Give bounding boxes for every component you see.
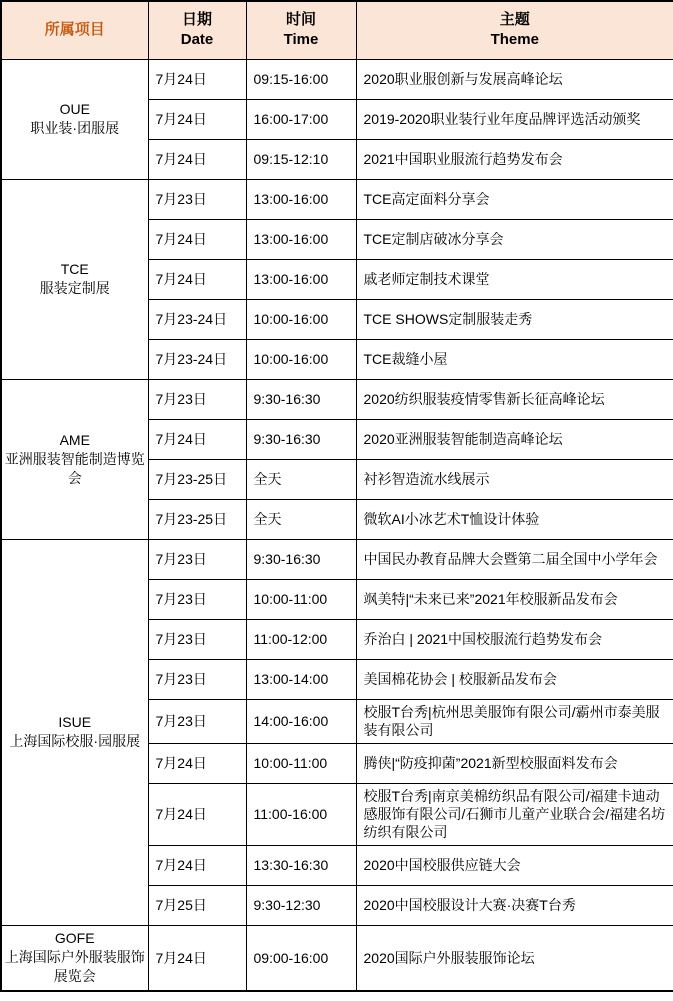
project-cell-tce [1,179,148,379]
theme-cell: 2020中国校服供应链大会 [356,845,673,885]
theme-cell: TCE裁缝小屋 [356,339,673,379]
date-cell: 7月24日 [148,925,246,991]
time-cell: 9:30-16:30 [246,379,356,419]
time-cell: 09:00-16:00 [246,925,356,991]
date-cell: 7月24日 [148,783,246,845]
header-cell-date [148,1,246,59]
date-cell: 7月24日 [148,743,246,783]
time-cell: 9:30-12:30 [246,885,356,925]
time-cell: 13:00-16:00 [246,219,356,259]
theme-cell: 飒美特|“未来已来”2021年校服新品发布会 [356,579,673,619]
date-cell: 7月24日 [148,219,246,259]
time-cell: 16:00-17:00 [246,99,356,139]
theme-cell: 2021中国职业服流行趋势发布会 [356,139,673,179]
date-cell: 7月23日 [148,179,246,219]
theme-cell: 中国民办教育品牌大会暨第二届全国中小学年会 [356,539,673,579]
header-time-zh: 时间 [285,11,316,29]
date-cell: 7月24日 [148,59,246,99]
time-cell: 09:15-16:00 [246,59,356,99]
theme-cell: 2020中国校服设计大赛·决赛T台秀 [356,885,673,925]
header-time-en: Time [283,31,319,49]
theme-cell: 腾侠|“防疫抑菌”2021新型校服面料发布会 [356,743,673,783]
date-cell: 7月23日 [148,539,246,579]
theme-cell: 2020职业服创新与发展高峰论坛 [356,59,673,99]
time-cell: 14:00-16:00 [246,699,356,743]
time-cell: 09:15-12:10 [246,139,356,179]
header-date-zh: 日期 [181,11,212,29]
header-project-label: 所属项目 [44,21,105,39]
theme-cell: 戚老师定制技术课堂 [356,259,673,299]
date-cell: 7月23日 [148,379,246,419]
date-cell: 7月24日 [148,259,246,299]
table-row [1,925,673,991]
header-theme-en: Theme [490,31,539,49]
project-name: 上海国际户外服装服饰展览会 [4,949,145,985]
time-cell: 10:00-16:00 [246,299,356,339]
theme-cell: TCE定制店破冰分享会 [356,219,673,259]
table-row [1,179,673,219]
time-cell: 10:00-11:00 [246,579,356,619]
time-cell: 9:30-16:30 [246,419,356,459]
date-cell: 7月24日 [148,139,246,179]
project-cell-ame [1,379,148,539]
table-row [1,59,673,99]
theme-cell: 美国棉花协会 | 校服新品发布会 [356,659,673,699]
theme-cell: TCE高定面料分享会 [356,179,673,219]
time-cell: 11:00-12:00 [246,619,356,659]
project-code: TCE [60,261,89,277]
time-cell: 11:00-16:00 [246,783,356,845]
project-cell-oue [1,59,148,179]
project-name: 上海国际校服·园服展 [9,733,141,749]
project-name: 职业装·团服展 [30,120,120,136]
project-cell-gofe [1,925,148,991]
date-cell: 7月23-25日 [148,499,246,539]
time-cell: 全天 [246,499,356,539]
time-cell: 全天 [246,459,356,499]
date-cell: 7月23-24日 [148,299,246,339]
project-code: ISUE [58,714,92,730]
date-cell: 7月23-25日 [148,459,246,499]
theme-cell: TCE SHOWS定制服装走秀 [356,299,673,339]
project-name: 亚洲服装智能制造博览会 [4,450,145,486]
theme-cell: 校服T台秀|杭州思美服饰有限公司/霸州市泰美服装有限公司 [356,699,673,743]
time-cell: 10:00-16:00 [246,339,356,379]
time-cell: 13:30-16:30 [246,845,356,885]
date-cell: 7月23日 [148,659,246,699]
time-cell: 13:00-14:00 [246,659,356,699]
table-row [1,539,673,579]
table-row [1,379,673,419]
time-cell: 9:30-16:30 [246,539,356,579]
project-code: GOFE [54,930,95,947]
date-cell: 7月23日 [148,619,246,659]
time-cell: 13:00-16:00 [246,179,356,219]
date-cell: 7月23-24日 [148,339,246,379]
header-cell-theme [356,1,673,59]
theme-cell: 乔治白 | 2021中国校服流行趋势发布会 [356,619,673,659]
theme-cell: 衬衫智造流水线展示 [356,459,673,499]
project-name: 服装定制展 [39,280,110,296]
project-cell-isue [1,539,148,925]
header-theme-zh: 主题 [499,11,530,29]
date-cell: 7月24日 [148,845,246,885]
theme-cell: 2020纺织服装疫情零售新长征高峰论坛 [356,379,673,419]
date-cell: 7月23日 [148,699,246,743]
date-cell: 7月24日 [148,99,246,139]
project-code: OUE [59,101,90,117]
header-date-en: Date [180,31,214,49]
time-cell: 13:00-16:00 [246,259,356,299]
theme-cell: 微软AI小冰艺术T恤设计体验 [356,499,673,539]
header-cell-project [1,1,148,59]
theme-cell: 2020国际户外服装服饰论坛 [356,925,673,991]
project-code: AME [59,431,90,448]
time-cell: 10:00-11:00 [246,743,356,783]
date-cell: 7月25日 [148,885,246,925]
date-cell: 7月24日 [148,419,246,459]
theme-cell: 校服T台秀|南京美棉纺织品有限公司/福建卡迪动感服饰有限公司/石狮市儿童产业联合会/福建名坊纺织有限公司 [356,783,673,845]
date-cell: 7月23日 [148,579,246,619]
theme-cell: 2019-2020职业装行业年度品牌评选活动颁奖 [356,99,673,139]
theme-cell: 2020亚洲服装智能制造高峰论坛 [356,419,673,459]
header-cell-time [246,1,356,59]
header-row [1,1,673,59]
